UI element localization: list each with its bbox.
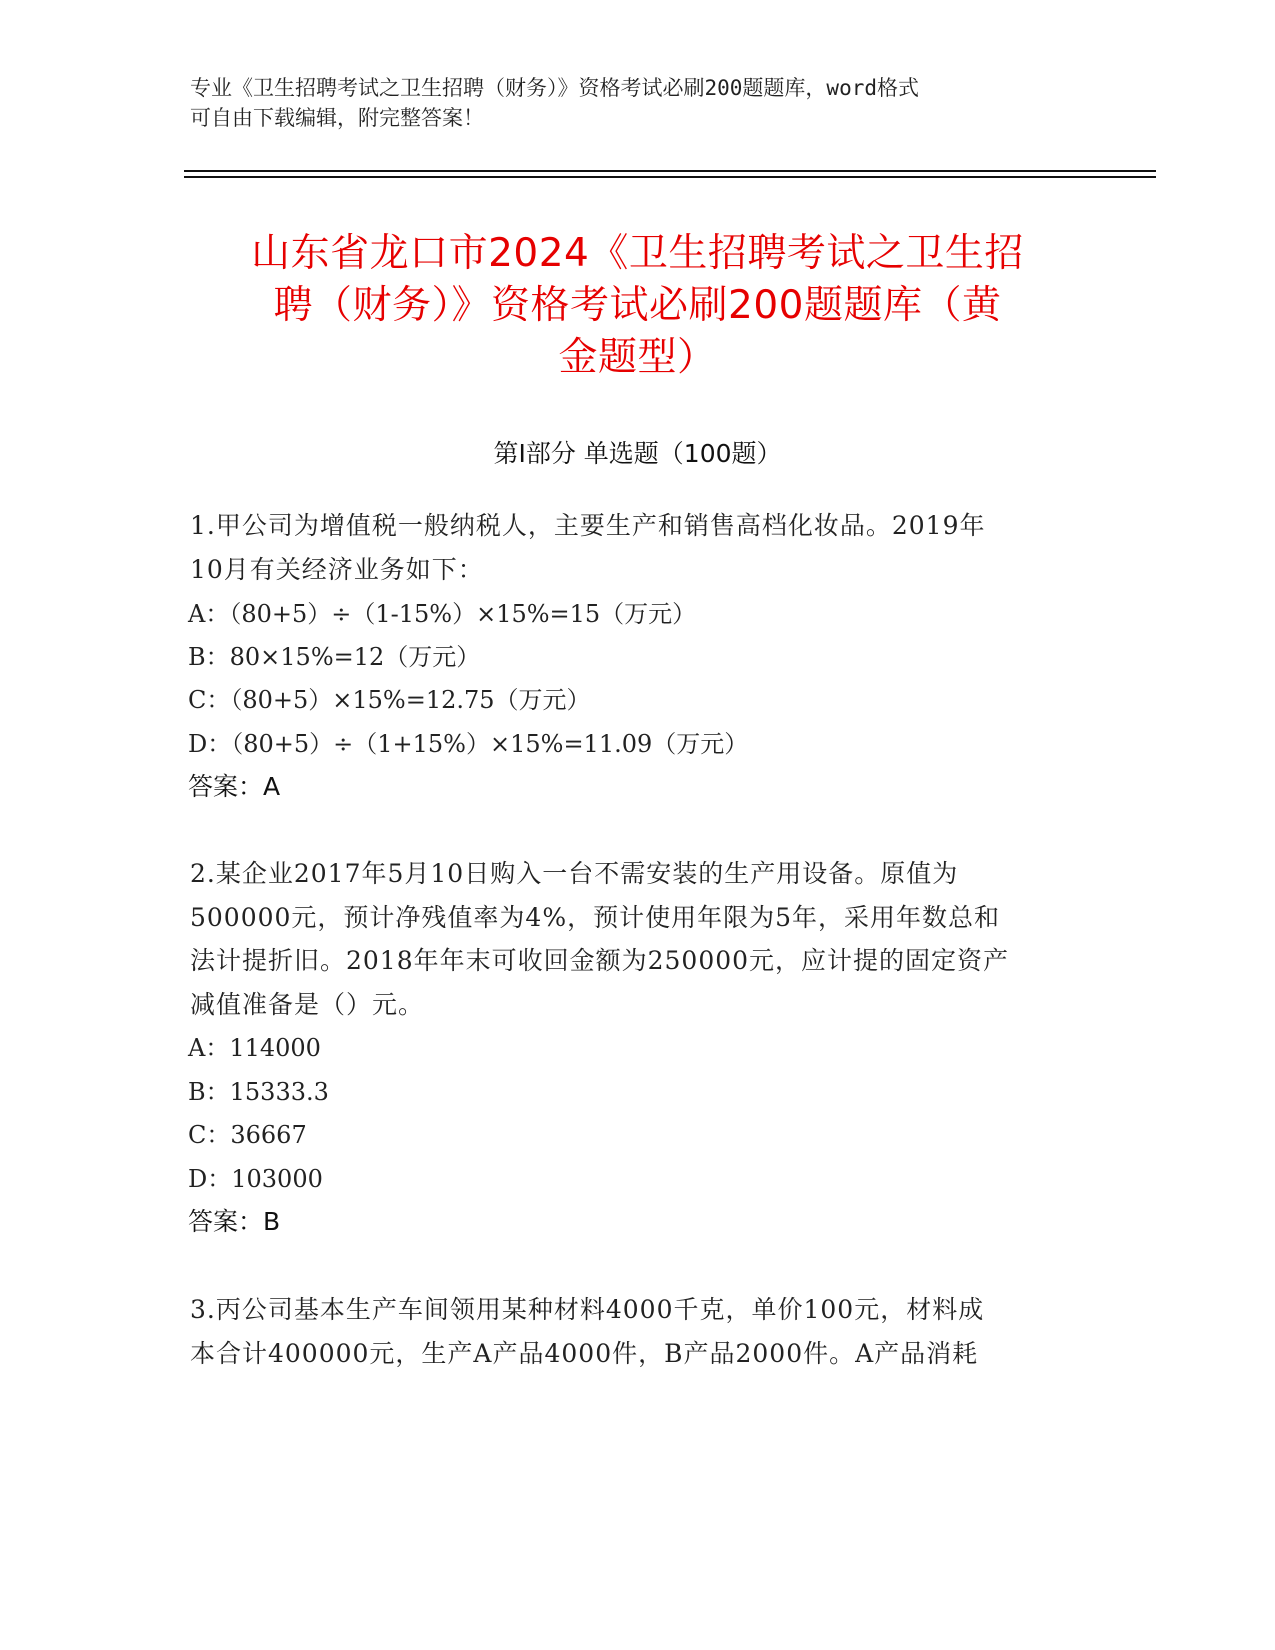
question-1-option-b: B：80×15%=12（万元） (188, 643, 481, 671)
question-1-option-d: D：（80+5）÷（1+15%）×15%=11.09（万元） (188, 730, 749, 758)
question-2-option-c: C：36667 (188, 1121, 307, 1149)
header-line-1: 专业《卫生招聘考试之卫生招聘（财务）》资格考试必刷200题题库，word格式 (190, 76, 919, 100)
title-line-1: 山东省龙口市2024《卫生招聘考试之卫生招 (251, 231, 1024, 276)
title-line-3: 金题型） (558, 335, 717, 380)
question-1-answer: 答案：A (188, 772, 281, 801)
question-2-line-3: 法计提折旧。2018年年末可收回金额为250000元，应计提的固定资产 (190, 946, 1010, 975)
question-1-option-c: C：（80+5）×15%=12.75（万元） (188, 686, 591, 714)
document-title (150, 228, 1125, 384)
question-2-line-4: 减值准备是（）元。 (190, 990, 425, 1019)
question-2-option-b: B：15333.3 (188, 1078, 329, 1106)
title-line-2: 聘（财务）》资格考试必刷200题题库（黄 (273, 283, 1002, 328)
question-2-line-1: 2.某企业2017年5月10日购入一台不需安装的生产用设备。原值为 (190, 859, 959, 888)
header-rule-bottom (184, 176, 1156, 178)
question-2-answer: 答案：B (188, 1207, 281, 1236)
question-1-line-1: 1.甲公司为增值税一般纳税人，主要生产和销售高档化妆品。2019年 (190, 511, 986, 540)
question-2-line-2: 500000元，预计净残值率为4%，预计使用年限为5年，采用年数总和 (190, 903, 1001, 932)
question-2-option-d: D：103000 (188, 1165, 323, 1193)
question-1-option-a: A：（80+5）÷（1-15%）×15%=15（万元） (188, 600, 697, 628)
question-3-line-1: 3.丙公司基本生产车间领用某种材料4000千克，单价100元，材料成 (190, 1295, 985, 1324)
header-line-2: 可自由下载编辑，附完整答案！ (190, 106, 484, 130)
question-2-option-a: A：114000 (188, 1034, 321, 1062)
section-heading: 第Ⅰ部分 单选题（100题） (493, 439, 782, 468)
question-3-line-2: 本合计400000元，生产A产品4000件，B产品2000件。A产品消耗 (190, 1339, 979, 1368)
question-1-line-2: 10月有关经济业务如下： (190, 555, 484, 584)
header-rule-top (184, 170, 1156, 172)
